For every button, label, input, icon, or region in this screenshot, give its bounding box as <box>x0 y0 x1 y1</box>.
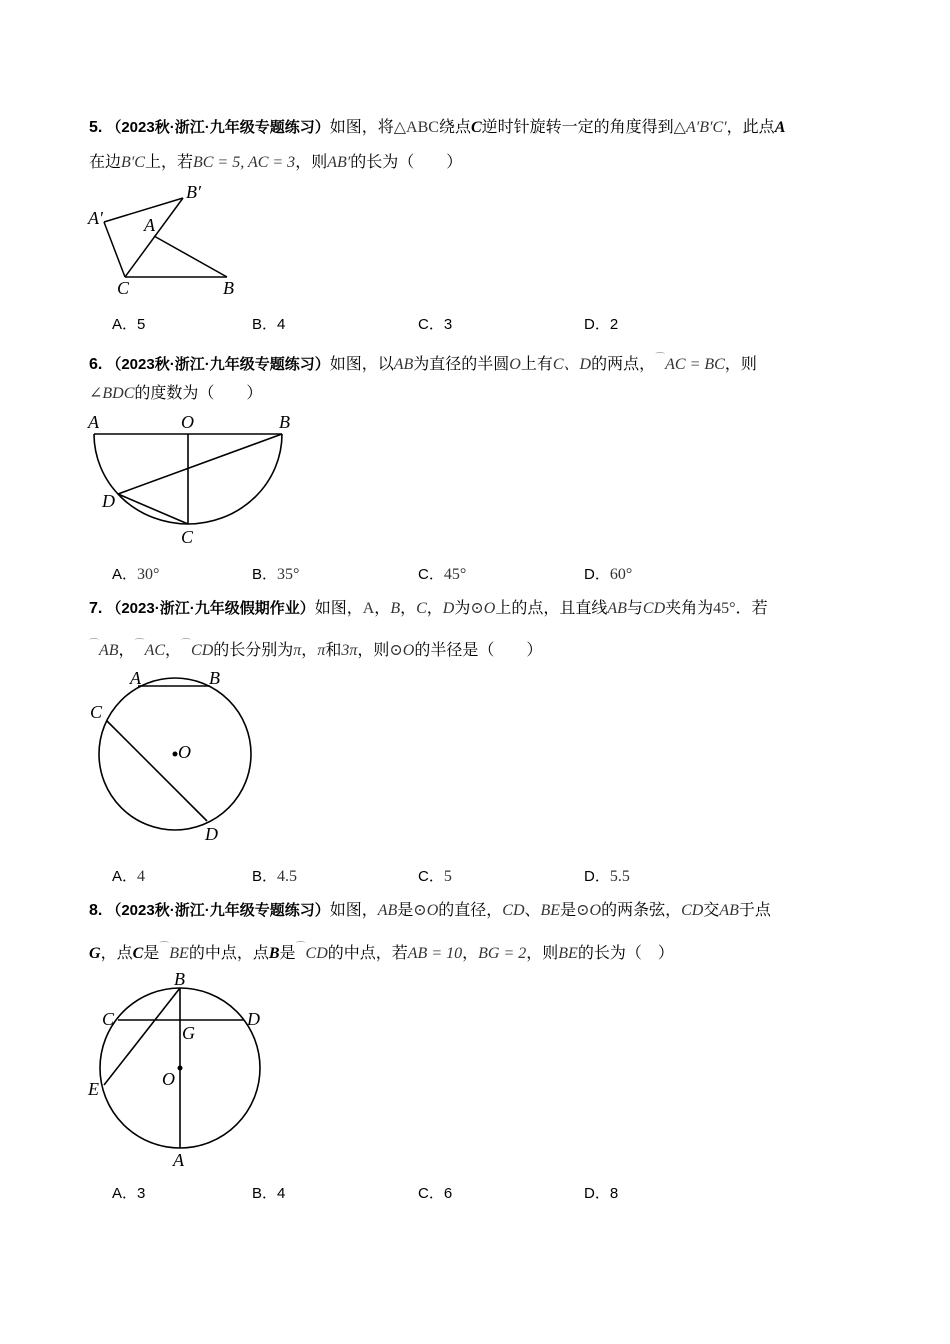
q6-line-db <box>118 434 282 494</box>
q6-text: ，则 <box>724 356 757 373</box>
q5-option-a-letter: A． <box>112 316 138 333</box>
q5-math-condition: BC = 5, AC = 3 <box>192 154 296 171</box>
q8-option-a-letter: A． <box>112 1185 138 1202</box>
q5-option-b-value: 4 <box>277 316 286 333</box>
q8-label-g: G <box>182 1023 195 1043</box>
q5-text: 逆时针旋转一定的角度得到 <box>481 119 674 136</box>
q8-label-c: C <box>102 1009 115 1029</box>
q5-option-a[interactable] <box>112 313 145 334</box>
q5-line-a-prime-c <box>104 222 125 277</box>
q7-math-circle: ⊙O <box>470 600 496 617</box>
q7-math-pi: π <box>317 642 326 659</box>
q5-label-b-prime: B′ <box>186 182 201 202</box>
q5-label-a-prime: A′ <box>88 208 103 228</box>
q8-option-b-letter: B． <box>252 1185 278 1202</box>
q7-label-a: A <box>130 668 141 688</box>
q7-text: 如图， <box>314 600 363 617</box>
q8-text: ，点 <box>100 945 133 962</box>
q6-option-b-value: 35° <box>277 566 300 583</box>
q5-line-a-b <box>154 236 227 277</box>
q7-option-d[interactable] <box>584 865 630 886</box>
q8-math-cd: CD <box>681 902 704 919</box>
q7-option-c[interactable] <box>418 865 452 886</box>
q6-source: （2023秋·浙江·九年级专题练习） <box>106 356 330 373</box>
q7-text: 和 <box>325 642 342 659</box>
arc-icon: ⌒ <box>295 942 306 953</box>
q5-line2 <box>89 152 462 174</box>
arc-icon: ⌒ <box>159 942 170 953</box>
q8-text: 的两条弦， <box>601 902 682 919</box>
q8-text: 的中点，若 <box>327 945 408 962</box>
q7-math-pi: π <box>293 642 302 659</box>
q8-line2 <box>89 937 674 965</box>
q6-option-a-letter: A． <box>112 566 138 583</box>
q8-label-a: A <box>173 1150 184 1170</box>
q6-option-a-value: 30° <box>137 566 160 583</box>
q7-text: ．若 <box>735 600 768 617</box>
q5-text: ，此点 <box>726 119 775 136</box>
q8-label-b: B <box>174 969 185 989</box>
q7-math-3pi: 3π <box>341 642 358 659</box>
q6-figure <box>82 410 302 550</box>
q7-option-a[interactable] <box>112 865 145 886</box>
q8-point-c: C <box>132 945 144 962</box>
q5-math-triangle: △ABC <box>393 119 439 136</box>
q6-math-ab: AB <box>393 356 414 373</box>
q7-text: 的长分别为 <box>213 642 294 659</box>
arc-icon: ⌒ <box>655 353 666 364</box>
q6-option-a[interactable] <box>112 563 159 584</box>
q5-point-c: C <box>470 119 482 136</box>
q8-text: 于点 <box>738 902 771 919</box>
q7-option-b-letter: B． <box>252 868 278 885</box>
q5-math-triangle-prime: △A′B′C′ <box>673 119 727 136</box>
q8-option-b[interactable] <box>252 1182 285 1203</box>
q7-option-d-letter: D． <box>584 868 610 885</box>
q7-math-circle: ⊙O <box>389 642 415 659</box>
q8-figure <box>82 968 282 1173</box>
q7-text: 的半径是（ ） <box>414 642 543 659</box>
q6-option-b[interactable] <box>252 563 299 584</box>
q7-math-d: D <box>442 600 455 617</box>
q5-math-segment: B′C <box>121 154 145 171</box>
q7-label-o: O <box>178 742 191 762</box>
q8-option-a[interactable] <box>112 1182 145 1203</box>
q7-math-arc-ac: AC <box>144 642 166 659</box>
q6-math-cd: C、D <box>552 356 592 373</box>
q5-option-d[interactable] <box>584 313 618 334</box>
q7-label-b: B <box>209 668 220 688</box>
q5-source: （2023秋·浙江·九年级专题练习） <box>106 119 330 136</box>
q7-center-dot <box>173 752 178 757</box>
q5-text: 上，若 <box>144 154 193 171</box>
q6-option-c-value: 45° <box>443 566 467 583</box>
q6-text: 如图，以 <box>329 356 394 373</box>
q7-math-45: 45° <box>713 600 736 617</box>
q7-text: ， <box>374 600 391 617</box>
q7-math-arc-cd: CD <box>191 642 214 659</box>
arc-icon: ⌒ <box>134 639 145 650</box>
q7-figure <box>82 664 272 849</box>
q7-math-b: B <box>390 600 401 617</box>
q5-option-b[interactable] <box>252 313 285 334</box>
q5-option-d-value: 2 <box>609 316 619 333</box>
q5-option-c-letter: C． <box>418 316 444 333</box>
q8-text: ， <box>462 945 479 962</box>
q7-math-arc-ab: AB <box>99 642 119 659</box>
q6-option-c-letter: C． <box>418 566 444 583</box>
q8-math-ab: AB <box>377 902 398 919</box>
q6-text: 的两点， <box>591 356 656 373</box>
q8-math-ab10: AB = 10 <box>407 945 463 962</box>
q8-math-arc-be: BE <box>169 945 189 962</box>
q5-figure <box>80 180 250 300</box>
q8-source: （2023秋·浙江·九年级专题练习） <box>106 902 330 919</box>
q6-math-arc-eq: AC = BC <box>665 356 725 373</box>
q7-chord-cd <box>107 721 207 821</box>
q7-math-ab: AB <box>607 600 627 617</box>
q6-label-d: D <box>102 491 115 511</box>
q6-label-b: B <box>279 412 290 432</box>
q6-label-o: O <box>181 412 194 432</box>
q7-text: ， <box>165 642 182 659</box>
q5-option-c-value: 3 <box>443 316 453 333</box>
q7-source: （2023·浙江·九年级假期作业） <box>106 600 315 617</box>
q6-line-dc <box>118 494 188 524</box>
q7-option-d-value: 5.5 <box>609 868 630 885</box>
q8-option-d-letter: D． <box>584 1185 610 1202</box>
q7-option-b-value: 4.5 <box>277 868 298 885</box>
q8-option-d-value: 8 <box>609 1185 619 1202</box>
q5-option-c[interactable] <box>418 313 452 334</box>
q8-math-cd: CD <box>502 902 525 919</box>
q5-option-a-value: 5 <box>137 316 146 333</box>
q8-option-c-letter: C． <box>418 1185 444 1202</box>
q6-label-c: C <box>181 527 194 547</box>
q6-line2 <box>89 383 262 405</box>
q7-number: 7. <box>89 600 103 617</box>
q7-text: 夹角为 <box>665 600 714 617</box>
q6-option-c[interactable] <box>418 563 466 584</box>
q7-text: ， <box>400 600 417 617</box>
q7-text: ，则 <box>357 642 390 659</box>
q7-option-c-letter: C． <box>418 868 444 885</box>
q8-point-b: B <box>268 945 280 962</box>
q6-option-d[interactable] <box>584 563 632 584</box>
q5-label-c: C <box>117 278 130 298</box>
q8-line1 <box>89 900 771 922</box>
q7-label-c: C <box>90 702 103 722</box>
q8-text: 的长为（ ） <box>577 945 674 962</box>
q8-math-bg2: BG = 2 <box>478 945 527 962</box>
q6-math-o: O <box>509 356 521 373</box>
q8-math-be: BE <box>540 902 561 919</box>
q7-option-a-value: 4 <box>137 868 146 885</box>
q5-label-b: B <box>223 278 234 298</box>
q8-label-d: D <box>247 1009 260 1029</box>
q5-text: 在边 <box>89 154 122 171</box>
q8-math-arc-cd: CD <box>305 945 328 962</box>
q5-math-segment-ab: AB′ <box>327 154 351 171</box>
arc-icon: ⌒ <box>181 639 192 650</box>
q7-text: 与 <box>626 600 643 617</box>
q7-text: ， <box>301 642 318 659</box>
q6-line1 <box>89 348 757 376</box>
q8-text: 是 <box>397 902 414 919</box>
q7-option-a-letter: A． <box>112 868 138 885</box>
q6-number: 6. <box>89 356 103 373</box>
q8-option-c[interactable] <box>418 1182 452 1203</box>
q7-label-d: D <box>205 824 218 844</box>
q7-text: 为 <box>454 600 471 617</box>
q8-center-dot <box>178 1066 183 1071</box>
q5-number: 5. <box>89 119 103 136</box>
q5-line1 <box>89 117 785 139</box>
q7-math-c: C <box>416 600 427 617</box>
q5-option-d-letter: D． <box>584 316 610 333</box>
q6-option-d-letter: D． <box>584 566 610 583</box>
q8-text: 交 <box>703 902 720 919</box>
q8-text: 是 <box>143 945 160 962</box>
q7-text: ， <box>426 600 443 617</box>
q8-option-b-value: 4 <box>277 1185 286 1202</box>
q8-text: 、 <box>524 902 541 919</box>
q8-label-e: E <box>88 1079 99 1099</box>
q7-option-b[interactable] <box>252 865 297 886</box>
q6-text: 为直径的半圆 <box>413 356 510 373</box>
q8-math-circle: ⊙O <box>576 902 602 919</box>
q7-option-c-value: 5 <box>443 868 452 885</box>
q6-label-a: A <box>88 412 99 432</box>
q8-option-a-value: 3 <box>137 1185 146 1202</box>
q5-text: 如图，将 <box>329 119 394 136</box>
q6-text: 的度数为（ ） <box>134 385 263 402</box>
q5-text: ，则 <box>295 154 328 171</box>
q5-text: 的长为（ ） <box>350 154 463 171</box>
q7-line1 <box>89 598 768 620</box>
q8-label-o: O <box>162 1069 175 1089</box>
q6-math-angle: ∠BDC <box>89 385 135 402</box>
q8-option-d[interactable] <box>584 1182 618 1203</box>
q6-option-d-value: 60° <box>609 566 633 583</box>
q6-option-b-letter: B． <box>252 566 278 583</box>
q5-label-a: A <box>144 215 155 235</box>
q5-option-b-letter: B． <box>252 316 278 333</box>
q7-text: 上的点，且直线 <box>495 600 608 617</box>
q5-point-a: A <box>774 119 786 136</box>
q7-math-a: A <box>362 600 375 617</box>
q8-text: 如图， <box>329 902 378 919</box>
q6-text: 上有 <box>520 356 553 373</box>
q8-number: 8. <box>89 902 103 919</box>
q7-math-cd: CD <box>642 600 666 617</box>
q8-text: 的直径， <box>438 902 503 919</box>
arc-icon: ⌒ <box>89 639 99 650</box>
q8-math-circle: ⊙O <box>413 902 439 919</box>
q8-math-ab: AB <box>719 902 739 919</box>
q8-text: 的中点，点 <box>188 945 269 962</box>
q7-text: ， <box>118 642 135 659</box>
q5-line-b-prime-c <box>125 198 183 277</box>
q8-math-be: BE <box>558 945 578 962</box>
q8-text: 是 <box>279 945 296 962</box>
q8-option-c-value: 6 <box>443 1185 453 1202</box>
q8-point-g: G <box>89 945 101 962</box>
q8-text: 是 <box>560 902 577 919</box>
q5-text: 绕点 <box>438 119 471 136</box>
q8-text: ，则 <box>526 945 559 962</box>
q7-line2 <box>89 634 542 662</box>
